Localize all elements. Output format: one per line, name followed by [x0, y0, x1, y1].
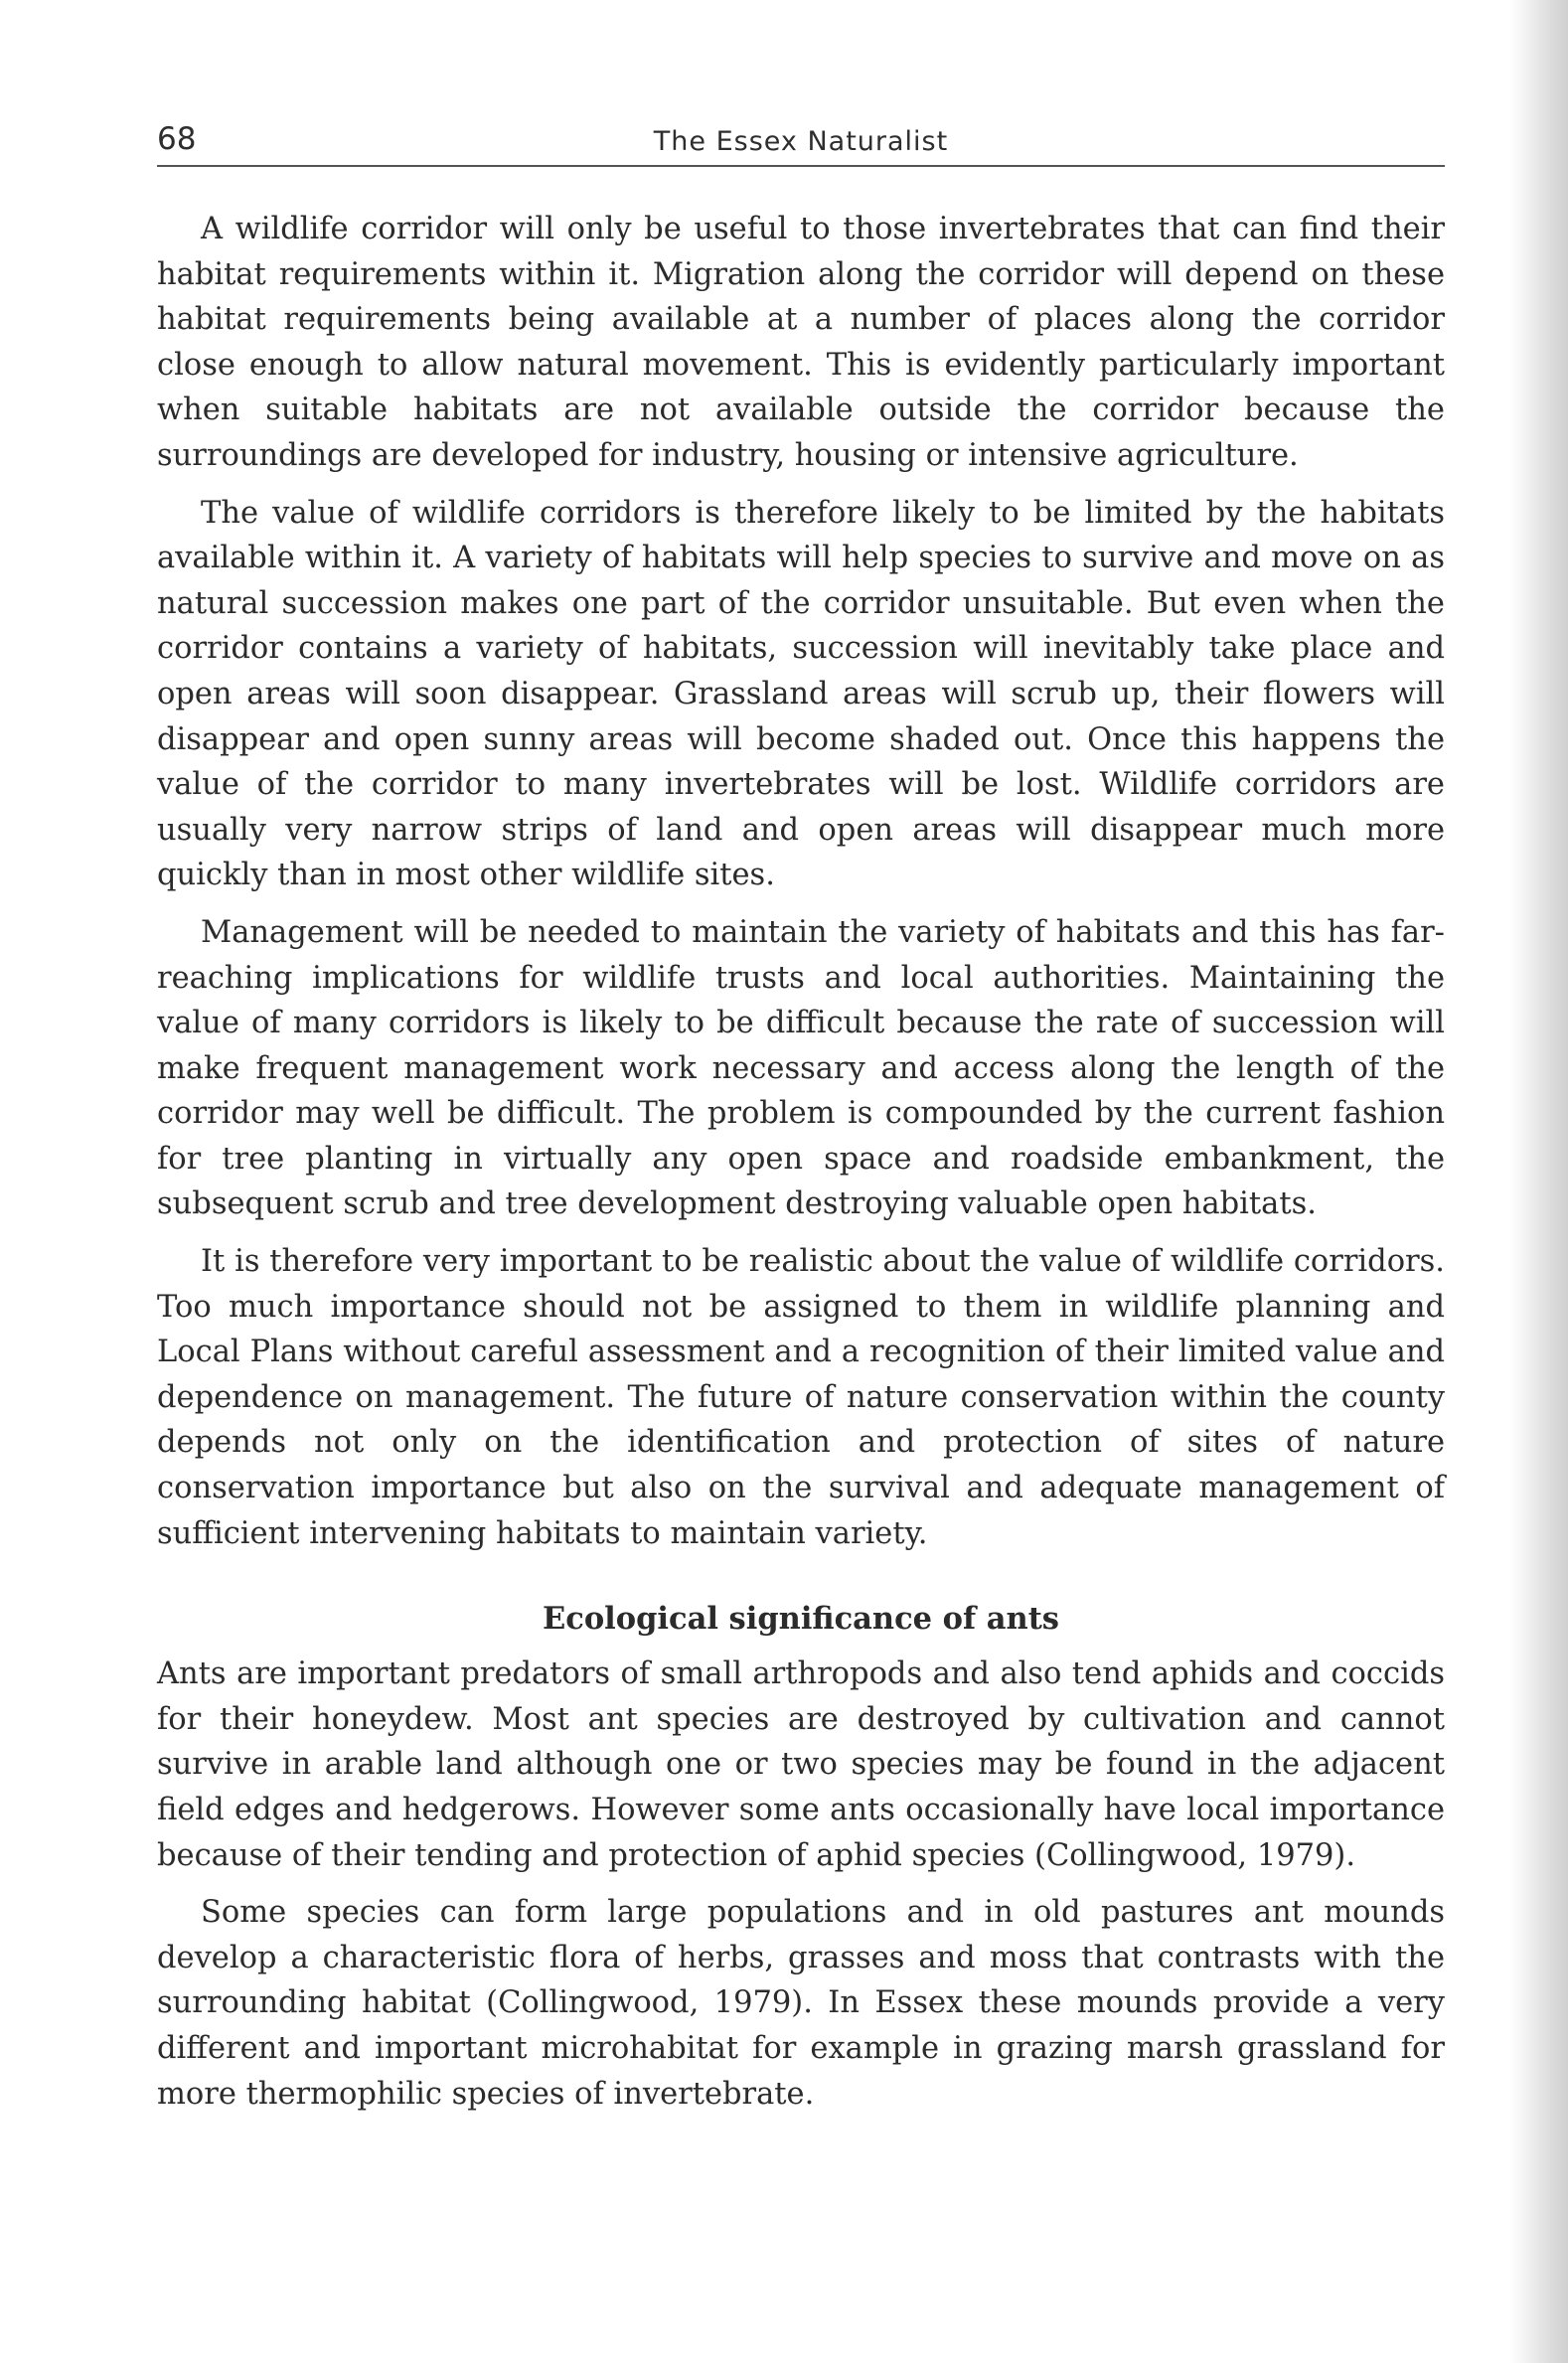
paragraph-ant-mounds: Some species can form large populations and in old pastures ant mounds develop a characteristic flora of herbs, grasses and moss that contrasts with the surrounding habitat (Collingwood, 1979). In Essex these mounds provide a very different and important microhabitat for example in grazing marsh grassland for more thermophilic species of invertebrate.	[157, 1895, 1445, 2112]
paragraph-management: Management will be needed to maintain the variety of habitats and this has far-reaching implications for wildlife trusts and local authorities. Maintaining the value of many corridors is likely to be difficult because the rate of succession will make frequent management work necessary and access along the length of the corridor may well be difficult. The problem is compounded by the current fashion for tree planting in virtually any open space and roadside embankment, the subsequent scrub and tree development destroying valuable open habitats.	[157, 914, 1445, 1222]
paragraph-wildlife-corridor-habitat: A wildlife corridor will only be useful to those invertebrates that can find their habitat requirements within it. Migration along the corridor will depend on these habitat requirements being available at a number of places along the corridor close enough to allow natural movement. This is evidently particularly important when suitable habitats are not available outside the corridor because the surroundings are developed for industry, housing or intensive agriculture.	[157, 212, 1445, 473]
page-number: 68	[157, 121, 197, 157]
page-edge-shadow	[1510, 0, 1568, 2363]
journal-title: The Essex Naturalist	[653, 126, 949, 157]
running-head	[157, 109, 1445, 167]
section-heading: Ecological significance of ants	[543, 1601, 1059, 1638]
document-page	[157, 109, 1445, 2128]
paragraph-corridor-value: The value of wildlife corridors is therefore likely to be limited by the habitats available within it. A variety of habitats will help species to survive and move on as natural succession makes one part of the corridor unsuitable. But even when the corridor contains a variety of habitats, succession will inevitably take place and open areas will soon disappear. Grassland areas will scrub up, their flowers will disappear and open sunny areas will become shaded out. Once this happens the value of the corridor to many invertebrates will be lost. Wildlife corridors are usually very narrow strips of land and open areas will disappear much more quickly than in most other wildlife sites.	[157, 495, 1445, 893]
paragraph-realistic-assessment: It is therefore very important to be realistic about the value of wildlife corridors. Too much importance should not be assigned to them in wildlife planning and Local Plans without careful assessment and a recognition of their limited value and dependence on management. The future of nature conservation within the county depends not only on the identification and protection of sites of nature conservation importance but also on the survival and adequate management of sufficient intervening habitats to maintain variety.	[157, 1244, 1445, 1551]
body-text	[157, 207, 1445, 2117]
paragraph-ants-predators: Ants are important predators of small arthropods and also tend aphids and coccids for their honeydew. Most ant species are destroyed by cultivation and cannot survive in arable land although one or two species may be found in the adjacent field edges and hedgerows. However some ants occasionally have local importance because of their tending and protection of aphid species (Collingwood, 1979).	[157, 1656, 1445, 1873]
